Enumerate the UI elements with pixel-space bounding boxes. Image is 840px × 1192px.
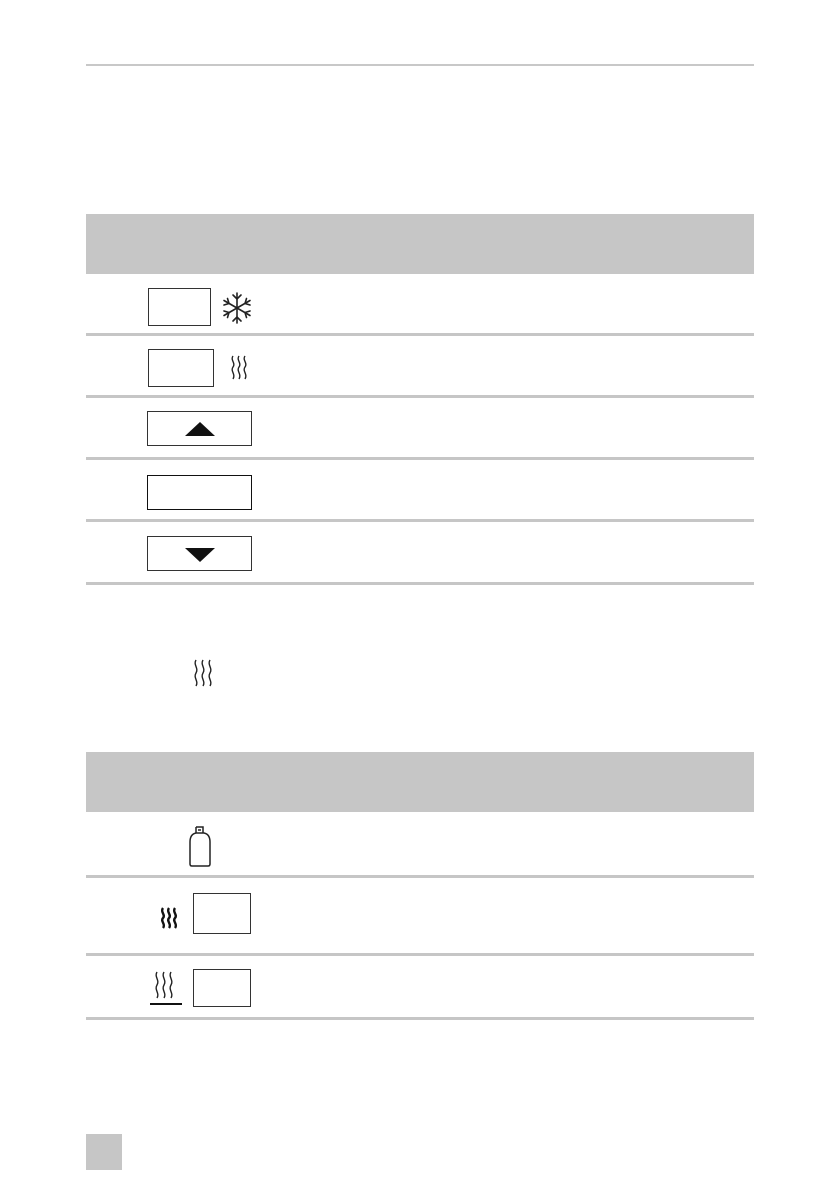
heat-waves-icon [230,354,250,382]
cool-mode-key[interactable] [148,288,211,326]
up-arrow-key[interactable] [147,411,252,446]
heat-waves-icon [192,658,216,688]
controls-table [86,214,754,585]
controls-table-header [86,214,754,274]
table-row [86,274,754,336]
indicator-box [193,893,251,934]
snowflake-icon [220,291,254,325]
table-row [86,812,754,878]
table-row [86,956,754,1020]
energy-table-header [86,752,754,812]
triangle-down-icon [185,548,215,562]
gas-bottle-icon [188,824,212,868]
table-row [86,522,754,585]
table-row [86,336,754,398]
energy-table [86,752,754,1020]
top-rule [86,64,754,66]
table-row [86,460,754,522]
table-row [86,878,754,956]
triangle-up-icon [185,422,215,436]
heat-mode-key[interactable] [148,349,214,387]
table-row [86,398,754,460]
blank-key[interactable] [147,475,252,510]
down-arrow-key[interactable] [147,536,252,571]
indicator-box [193,969,251,1007]
page-number-badge [86,1134,122,1170]
heat-waves-bold-icon [160,906,178,930]
heat-waves-underline-icon [150,970,184,1008]
